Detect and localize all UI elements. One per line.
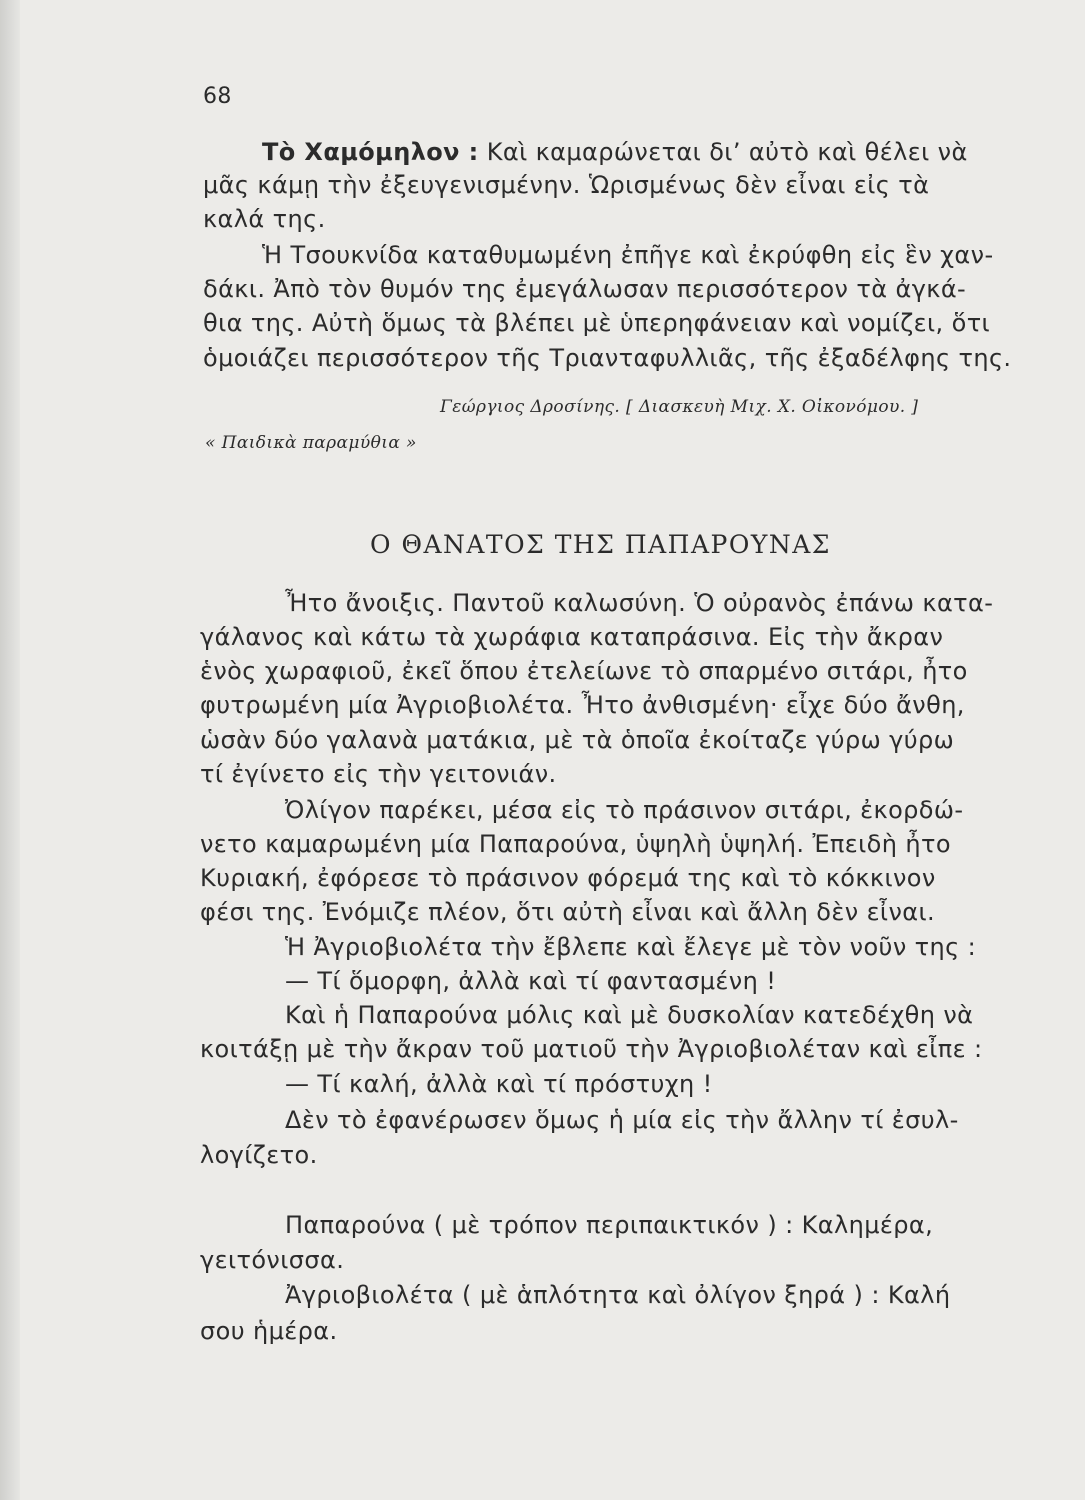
speaker-name: Παπαρούνα (285, 1211, 426, 1239)
text-line: ἑνὸς χωραφιοῦ, ἐκεῖ ὅπου ἐτελείωνε τὸ σπαρμένο σιτάρι, ἦτο (200, 657, 968, 685)
text-line: γάλανος καὶ κάτω τὰ χωράφια καταπράσινα. Εἰς τὴν ἄκραν (200, 623, 944, 651)
speaker-name: Τὸ Χαμόμηλον : (262, 138, 479, 166)
text-line: λογίζετο. (200, 1141, 318, 1169)
line-text: Καὶ καμαρώνεται δι’ αὐτὸ καὶ θέλει νὰ (478, 138, 968, 166)
text-line: καλά της. (203, 205, 326, 233)
text-line: νετο καμαρωμένη μία Παπαρούνα, ὑψηλὴ ὑψηλή. Ἐπειδὴ ἦτο (200, 830, 951, 858)
source-citation: « Παιδικὰ παραμύθια » (205, 433, 417, 453)
text-line: Κυριακή, ἐφόρεσε τὸ πράσινον φόρεμά της καὶ τὸ κόκκινον (200, 864, 936, 892)
line-text: ( μὲ ἁπλότητα καὶ ὀλίγον ξηρά ) : Καλή (454, 1281, 951, 1309)
text-line: φέσι της. Ἐνόμιζε πλέον, ὅτι αὐτὴ εἶναι καὶ ἄλλη δὲν εἶναι. (200, 898, 936, 926)
text-line: Ἡ Τσουκνίδα καταθυμωμένη ἐπῆγε καὶ ἐκρύφθη εἰς ἓν χαν- (262, 241, 994, 269)
text-line: ὡσὰν δύο γαλανὰ ματάκια, μὲ τὰ ὁποῖα ἐκοίταζε γύρω γύρω (200, 726, 955, 754)
text-line: δάκι. Ἀπὸ τὸν θυμόν της ἐμεγάλωσαν περισσότερον τὰ ἀγκά- (203, 275, 967, 303)
text-line: μᾶς κάμῃ τὴν ἐξευγενισμένην. Ὡρισμένως δὲν εἶναι εἰς τὰ (203, 171, 930, 199)
text-line: — Τί καλή, ἀλλὰ καὶ τί πρόστυχη ! (285, 1070, 713, 1098)
line-text: ( μὲ τρόπον περιπαικτικόν ) : Καλημέρα, (425, 1211, 934, 1239)
text-line: — Τί ὅμορφη, ἀλλὰ καὶ τί φαντασμένη ! (285, 967, 777, 995)
text-line: Ἦτο ἄνοιξις. Παντοῦ καλωσύνη. Ὁ οὐρανὸς ἐπάνω κατα- (285, 589, 994, 617)
text-line (262, 137, 968, 167)
text-line: Ἡ Ἀγριοβιολέτα τὴν ἔβλεπε καὶ ἔλεγε μὲ τὸν νοῦν της : (285, 933, 977, 961)
text-line: κοιτάξῃ μὲ τὴν ἄκραν τοῦ ματιοῦ τὴν Ἀγριοβιολέταν καὶ εἶπε : (200, 1035, 983, 1063)
speaker-name: Ἀγριοβιολέτα (285, 1281, 455, 1309)
text-line: Δὲν τὸ ἐφανέρωσεν ὅμως ἡ μία εἰς τὴν ἄλλην τί ἐσυλ- (285, 1106, 959, 1134)
author-signature: Γεώργιος Δροσίνης. [ Διασκευὴ Μιχ. Χ. Οἰκονόμου. ] (440, 397, 919, 417)
dialogue-line (285, 1280, 950, 1310)
story-title: Ο ΘΑΝΑΤΟΣ ΤΗΣ ΠΑΠΑΡΟΥΝΑΣ (370, 530, 831, 559)
dialogue-line: γειτόνισσα. (200, 1246, 345, 1274)
text-line: Καὶ ἡ Παπαρούνα μόλις καὶ μὲ δυσκολίαν κατεδέχθη νὰ (285, 1001, 974, 1029)
page-number: 68 (203, 84, 232, 109)
text-line: φυτρωμένη μία Ἀγριοβιολέτα. Ἦτο ἀνθισμένη· εἶχε δύο ἄνθη, (200, 691, 965, 719)
text-line: ὁμοιάζει περισσότερον τῆς Τριανταφυλλιᾶς, τῆς ἐξαδέλφης της. (203, 344, 1012, 372)
page-gutter-shadow (0, 0, 20, 1500)
text-line: θια της. Αὐτὴ ὅμως τὰ βλέπει μὲ ὑπερηφάνειαν καὶ νομίζει, ὅτι (203, 309, 991, 337)
text-line: τί ἐγίνετο εἰς τὴν γειτονιάν. (200, 760, 557, 788)
dialogue-line (285, 1210, 933, 1240)
text-line: Ὀλίγον παρέκει, μέσα εἰς τὸ πράσινον σιτάρι, ἐκορδώ- (285, 796, 964, 824)
dialogue-line: σου ἡμέρα. (200, 1317, 338, 1345)
